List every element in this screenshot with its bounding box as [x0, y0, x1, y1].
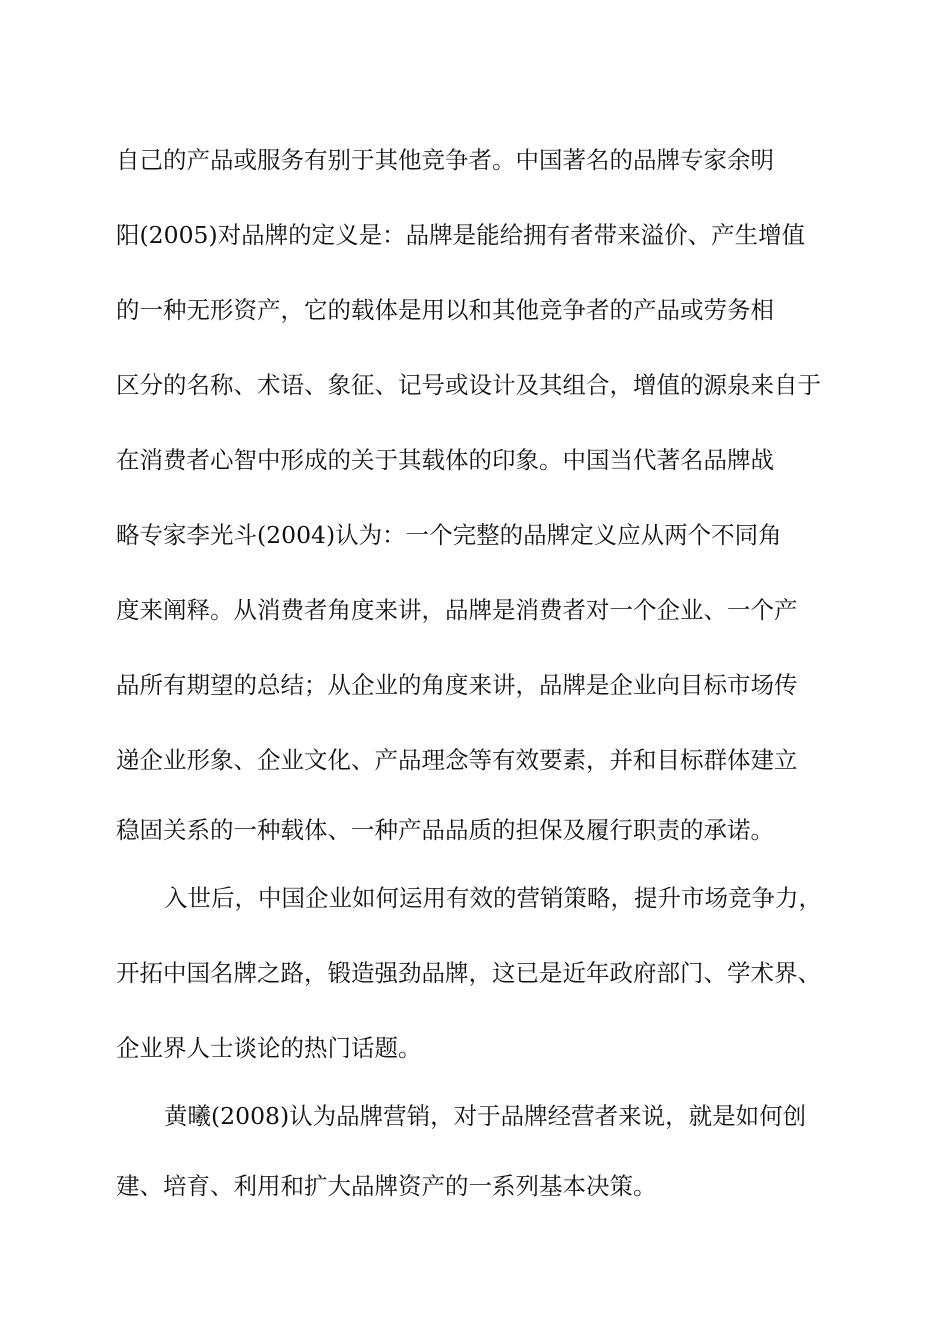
paragraph-line: 递企业形象、企业文化、产品理念等有效要素，并和目标群体建立 — [116, 746, 798, 774]
paragraph-line-indented: 黄曦(2008)认为品牌营销，对于品牌经营者来说，就是如何创 — [164, 1102, 807, 1130]
paragraph-line: 自己的产品或服务有别于其他竞争者。中国著名的品牌专家余明 — [116, 146, 774, 174]
paragraph-line: 开拓中国名牌之路，锻造强劲品牌，这已是近年政府部门、学术界、 — [116, 959, 821, 987]
paragraph-line: 阳(2005)对品牌的定义是：品牌是能给拥有者带来溢价、产生增值 — [116, 221, 806, 249]
paragraph-line-indented: 入世后，中国企业如何运用有效的营销策略，提升市场竞争力， — [164, 884, 822, 912]
paragraph-line: 的一种无形资产，它的载体是用以和其他竞争者的产品或劳务相 — [116, 296, 774, 324]
paragraph-line: 企业界人士谈论的热门话题。 — [116, 1034, 422, 1062]
paragraph-line: 品所有期望的总结；从企业的角度来讲，品牌是企业向目标市场传 — [116, 671, 798, 699]
paragraph-line: 在消费者心智中形成的关于其载体的印象。中国当代著名品牌战 — [116, 446, 774, 474]
paragraph-line: 度来阐释。从消费者角度来讲，品牌是消费者对一个企业、一个产 — [116, 596, 798, 624]
paragraph-line: 建、培育、利用和扩大品牌资产的一系列基本决策。 — [116, 1172, 657, 1200]
paragraph-line: 略专家李光斗(2004)认为：一个完整的品牌定义应从两个不同角 — [116, 521, 782, 549]
paragraph-line: 稳固关系的一种载体、一种产品品质的担保及履行职责的承诺。 — [116, 816, 774, 844]
paragraph-line: 区分的名称、术语、象征、记号或设计及其组合，增值的源泉来自于 — [116, 371, 821, 399]
